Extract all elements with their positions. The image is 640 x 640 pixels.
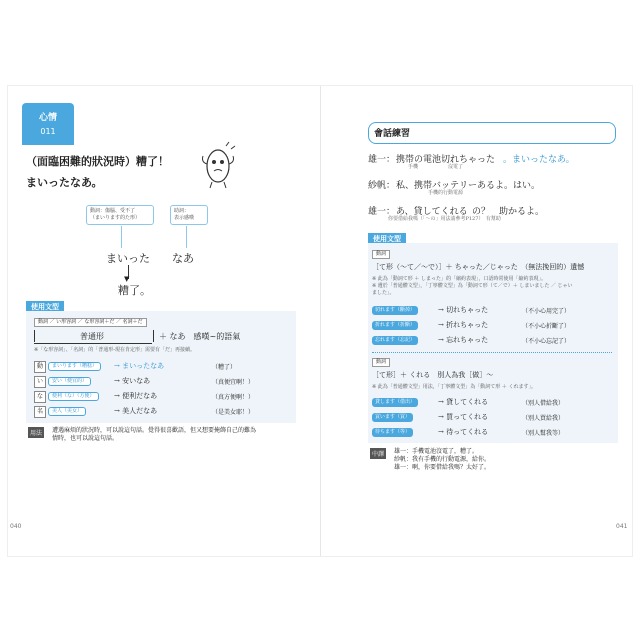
pattern-tail: ＋ なあ 感嘆~的語氣 [159, 332, 241, 341]
note-text-line1: 遭遇麻煩的狀況時，可以說這句話。覺得很喜歡語，但又想要掩飾自己的難為 [52, 427, 257, 434]
translation-line: 雄一：啊，你要借給我嗎？太好了。 [394, 464, 491, 471]
note-text-line2: 情時，也可以說這句話。 [52, 435, 119, 442]
row-arrow: → 待ってくれる [438, 428, 489, 436]
row-arrow: → 買ってくれる [438, 413, 489, 421]
translation-line: 紗帆：我有手機的行動電源，給你。 [394, 456, 491, 463]
dialog-text: 私、携帯バッテリーあるよ。はい。 [396, 181, 541, 191]
row-arrow: → 便利だなあ [114, 392, 158, 400]
pattern-underline [34, 343, 152, 344]
example-row [372, 305, 616, 320]
bubble-pointer-right [186, 226, 187, 248]
row-pill: 便利（な）（方便） [48, 392, 99, 401]
example-row [34, 376, 294, 391]
row-meaning: （不小心用完了） [522, 308, 571, 315]
usage-header-right: 使用文型 [368, 233, 406, 245]
dialog-note: 手機的行動電源 [428, 190, 464, 196]
row-arrow: → 貸してくれる [438, 398, 489, 406]
example-row [372, 335, 616, 350]
page-number-left: 040 [10, 523, 22, 530]
particle-explanation-bubble [170, 205, 208, 225]
row-meaning: （別人買給我） [522, 415, 565, 422]
page-number-right: 041 [616, 523, 628, 530]
breakdown-result: 糟了。 [118, 284, 151, 297]
row-pill: 買います（買） [372, 413, 413, 422]
example-row [372, 397, 616, 412]
row-meaning: （不小心忘記了） [522, 338, 571, 345]
block1-note2: ※ 遺於「普通體文型」，「丁寧體文型」為「動詞て形（て／で）＋ しまいました ／ じゃい [372, 283, 573, 289]
block1-notes [372, 276, 616, 297]
row-meaning: （別人借給我） [522, 400, 565, 407]
usage-header-left: 使用文型 [26, 301, 64, 313]
context-heading: （面臨困難的狀況時）糟了！ [26, 155, 169, 168]
dialog-speaker: 雄一： [368, 155, 396, 165]
row-tag: 名 [34, 406, 46, 418]
row-meaning: （真便宜啊！） [212, 379, 255, 386]
dialog-line [368, 204, 618, 230]
row-arrow: → 忘れちゃった [438, 336, 489, 344]
dialog-line [368, 178, 618, 204]
row-pill: 待ちます（等） [372, 428, 413, 437]
bubble-right-line1: 助詞： [174, 208, 190, 214]
pattern-main: 普通形 [80, 332, 104, 341]
translation-line: 雄一：手機電池沒電了，糟了。 [394, 448, 479, 455]
row-pill: 美人（美女） [48, 407, 86, 416]
bubble-pointer-left [121, 226, 122, 248]
dialog-speaker: 雄一： [368, 207, 396, 217]
verb-explanation-bubble [86, 205, 154, 225]
row-pill: 折れます（折斷） [372, 321, 418, 330]
sentence-japanese: まいったなあ。 [26, 176, 103, 189]
row-arrow: → まいったなあ [114, 362, 165, 370]
bubble-left-line1: 動詞：傷腦、受不了 [90, 208, 136, 214]
example-row [34, 406, 294, 421]
breakdown-arrow-head: ▼ [124, 275, 130, 283]
row-arrow: → 安いなあ [114, 377, 151, 385]
row-meaning: （不小心折斷了） [522, 323, 571, 330]
note-label: 用法 [28, 427, 44, 438]
row-meaning: （糟了） [212, 364, 237, 371]
translation [394, 448, 614, 472]
row-meaning: （是美女耶！） [212, 409, 255, 416]
block2-note: ※ 此為「普通體文型」用法，「丁寧體文型」為「動詞て形 ＋ くれます」。 [372, 384, 536, 390]
badge-number: 011 [40, 127, 56, 136]
row-tag: な [34, 391, 46, 403]
block1-tag: 動詞 [372, 250, 390, 259]
breakdown-verb: まいった [106, 252, 150, 265]
block1-note3: ました」。 [372, 290, 395, 296]
badge-title: 心情 [38, 113, 57, 123]
breakdown-particle: なあ [172, 252, 194, 265]
example-row [372, 412, 616, 427]
dialog [368, 152, 618, 230]
dialog-tail: 。まいったなあ。 [503, 155, 575, 165]
pattern-note: ※「な形容詞」、「名詞」的「普通形-現在肯定形」需要有「だ」再接續。 [34, 347, 195, 353]
block2-tag: 動詞 [372, 358, 390, 367]
row-tag: 動 [34, 361, 46, 373]
dialog-text: あ、貸してくれる [396, 207, 468, 217]
block1-examples [372, 305, 616, 350]
lesson-badge [22, 103, 74, 145]
dialog-note: 手機 沒電了 [408, 164, 464, 170]
block2-pattern: ［て形］＋ くれる 別人為我［做］～ [372, 371, 494, 379]
bubble-left-line2: （まいります的た形） [90, 215, 141, 221]
pattern-tags: 動詞 ／ い形容詞 ／ な形容詞＋だ ／ 名詞＋だ [34, 318, 147, 327]
dialog-note: 你要借給我嗎（「～の」用法請參考P127） 有幫助 [388, 216, 501, 222]
dialog-text: 携帯の電池切れちゃった [396, 155, 496, 165]
row-pill: 忘れます（忘記） [372, 336, 418, 345]
row-pill: 切れます（斷掉） [372, 306, 418, 315]
row-pill: まいります（糟糕） [48, 362, 101, 371]
dialog-speaker: 紗帆： [368, 181, 396, 191]
row-meaning: （真方便啊！） [212, 394, 255, 401]
example-row [34, 391, 294, 406]
dialog-line [368, 152, 618, 178]
example-row [372, 320, 616, 335]
translation-label: 中譯 [370, 448, 386, 459]
row-pill: 貸します（借出） [372, 398, 418, 407]
row-arrow: → 切れちゃった [438, 306, 489, 314]
row-arrow: → 折れちゃった [438, 321, 489, 329]
block1-pattern: ［て形（～て／～で）］＋ ちゃった／じゃった （無法挽回的）遺憾 [372, 263, 585, 271]
dialog-tail: の？ 助かるよ。 [472, 207, 545, 217]
note-text [52, 427, 296, 443]
row-arrow: → 美人だなあ [114, 407, 158, 415]
example-row [372, 427, 616, 442]
row-pill: 安い（便宜的） [48, 377, 91, 386]
bubble-right-line2: 表示感嘆 [174, 215, 195, 221]
conversation-title: 會話練習 [374, 129, 411, 139]
block2-examples [372, 397, 616, 442]
page-gutter [320, 86, 321, 556]
row-meaning: （別人幫我等） [522, 430, 565, 437]
block1-note1: ※ 此為「動詞て形 ＋ しまった」的「縮約表現」，口語時常使用「縮約表現」。 [372, 276, 546, 282]
example-row [34, 361, 294, 376]
row-tag: い [34, 376, 46, 388]
worried-character-illustration [196, 140, 240, 190]
block-divider [372, 352, 612, 353]
example-list-left [34, 361, 294, 421]
